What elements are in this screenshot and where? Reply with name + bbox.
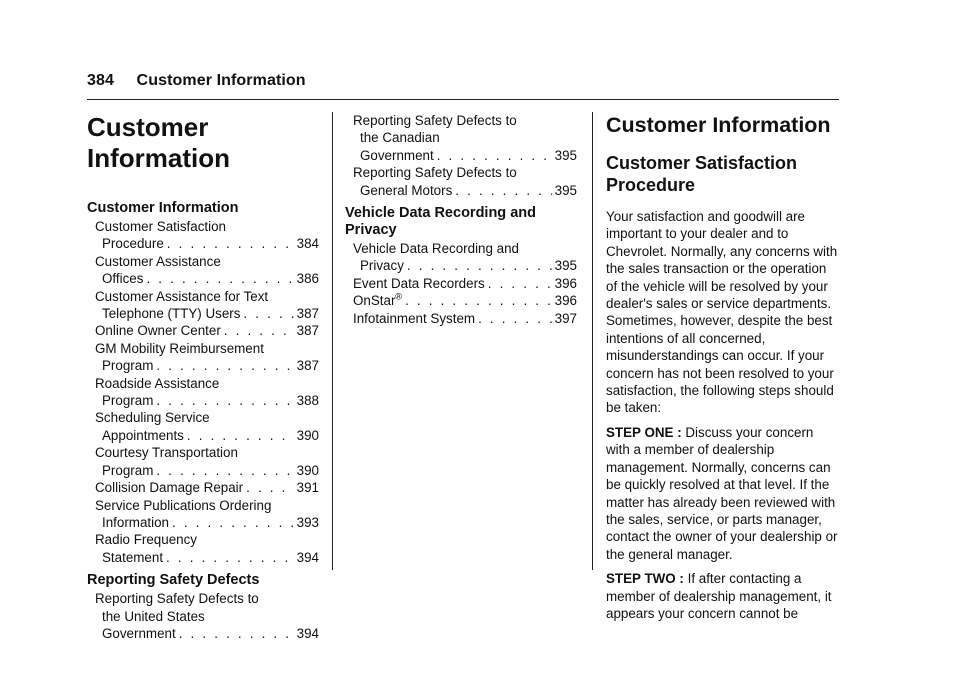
toc-entry-title: Program <box>102 393 154 409</box>
toc-page-number: 393 <box>296 514 319 530</box>
dot-leader <box>172 514 294 531</box>
toc-entry-title: Statement <box>102 549 164 565</box>
toc-entry-lead: Radio Frequency <box>95 532 197 548</box>
toc-page-number: 386 <box>296 271 319 287</box>
toc-entry-title: Procedure <box>102 236 164 252</box>
toc-entry-title: Online Owner Center <box>95 323 221 339</box>
toc-list-continued <box>345 112 577 199</box>
step-one-label: STEP ONE : <box>606 424 682 440</box>
toc-entry[interactable] <box>87 218 319 253</box>
toc-entry-title: Infotainment System <box>353 310 476 326</box>
toc-page-number: 387 <box>296 306 319 322</box>
toc-page-number: 390 <box>296 462 319 478</box>
content-column <box>606 112 839 629</box>
running-title: Customer Information <box>136 72 306 89</box>
toc-entry[interactable] <box>87 340 319 375</box>
toc-entry-lead: Scheduling Service <box>95 410 210 426</box>
dot-leader <box>146 270 293 287</box>
toc-page-number: 384 <box>296 236 319 252</box>
toc-entry-title: Information <box>102 514 169 530</box>
dot-leader <box>246 479 294 496</box>
step-two-label: STEP TWO : <box>606 571 684 587</box>
dot-leader <box>156 392 293 409</box>
toc-entry-lead: Vehicle Data Recording and <box>353 241 520 257</box>
toc-entry-lead: Customer Assistance <box>95 253 221 269</box>
registered-mark: ® <box>395 291 403 302</box>
toc-entry-mid: the Canadian <box>360 130 440 146</box>
toc-entry-title: Telephone (TTY) Users <box>102 306 241 322</box>
toc-page-number: 397 <box>554 310 577 326</box>
dot-leader <box>167 235 294 252</box>
step-two-text: If after contacting a member of dealership management, it appears your concern cannot be <box>606 571 832 621</box>
section-title: Customer Information <box>606 113 831 137</box>
column-divider-1 <box>332 112 333 570</box>
dot-leader <box>488 275 552 292</box>
dot-leader <box>166 549 294 566</box>
page-number: 384 <box>87 72 114 89</box>
toc-entry-title: OnStar® <box>353 291 403 309</box>
header-rule <box>87 99 839 100</box>
toc-entry[interactable] <box>345 164 577 199</box>
dot-leader <box>405 292 552 309</box>
dot-leader <box>156 357 293 374</box>
toc-page-number: 395 <box>554 147 577 163</box>
toc-entry-lead: Reporting Safety Defects to <box>95 591 259 607</box>
toc-page-number: 396 <box>554 293 577 309</box>
toc-entry-title: General Motors <box>360 182 453 198</box>
toc-entry-lead: GM Mobility Reimbursement <box>95 340 264 356</box>
toc-entry-lead: Reporting Safety Defects to <box>353 113 517 128</box>
dot-leader <box>437 147 552 164</box>
intro-paragraph: Your satisfaction and goodwill are important to your dealer and to Chevrolet. Normally, any concerns with the sales transaction or the operation of the vehicle will be resolved by your dealer's sales or service departments. Sometimes, however, despite the best intentions of all concerned, misunderstandings can occur. If your concern has not been resolved to your satisfaction, the following steps should be taken: <box>606 209 838 416</box>
toc-entry[interactable] <box>345 292 577 309</box>
toc-entry[interactable] <box>87 409 319 444</box>
toc-page-number: 395 <box>554 258 577 274</box>
toc-entry[interactable] <box>87 590 319 642</box>
toc-entry-title: Government <box>102 625 176 641</box>
toc-entry[interactable] <box>345 112 577 164</box>
toc-page-number: 394 <box>296 549 319 565</box>
dot-leader <box>407 257 552 274</box>
toc-page-number: 390 <box>296 427 319 443</box>
toc-entry[interactable] <box>87 444 319 479</box>
toc-entry[interactable] <box>345 275 577 292</box>
step-one-paragraph <box>606 424 839 563</box>
toc-column-2 <box>345 112 577 333</box>
toc-entry-lead: Customer Assistance for Text <box>95 288 269 304</box>
dot-leader <box>187 427 294 444</box>
column-divider-2 <box>592 112 593 570</box>
toc-entry-lead: Customer Satisfaction <box>95 219 226 234</box>
toc-list <box>87 218 319 566</box>
toc-page-number: 396 <box>554 275 577 291</box>
toc-section-title[interactable]: Reporting Safety Defects <box>87 572 260 589</box>
toc-entry[interactable] <box>87 497 319 532</box>
toc-entry[interactable] <box>345 310 577 327</box>
dot-leader <box>455 182 551 199</box>
toc-entry-title: Program <box>102 358 154 374</box>
toc-entry-title: Privacy <box>360 258 404 274</box>
toc-page-number: 391 <box>296 480 319 496</box>
toc-entry-lead: Courtesy Transportation <box>95 445 238 461</box>
dot-leader <box>156 462 293 479</box>
toc-section-title[interactable]: Vehicle Data Recording and Privacy <box>345 205 536 239</box>
toc-sections-2 <box>345 205 577 327</box>
toc-entry-lead: Service Publications Ordering <box>95 497 272 513</box>
page-header <box>87 72 306 90</box>
toc-entry[interactable] <box>345 240 577 275</box>
chapter-title: Customer Information <box>87 112 230 173</box>
toc-entry[interactable] <box>87 253 319 288</box>
toc-entry[interactable] <box>87 375 319 410</box>
step-one-text: Discuss your concern with a member of dealership management. Normally, concerns can be quickly resolved at that level. If the matter has already been reviewed with the sales, service, or parts manager, contact the owner of your dealership or the general manager. <box>606 424 838 562</box>
dot-leader <box>243 305 293 322</box>
dot-leader <box>224 322 294 339</box>
toc-page-number: 387 <box>296 358 319 374</box>
dot-leader <box>478 310 552 327</box>
toc-entry-title: Government <box>360 147 434 163</box>
toc-page-number: 394 <box>296 625 319 641</box>
toc-entry-lead: Reporting Safety Defects to <box>353 165 517 181</box>
toc-entry-title: Event Data Recorders <box>353 275 485 291</box>
toc-list <box>87 590 319 642</box>
toc-sections <box>87 200 319 642</box>
toc-entry[interactable] <box>87 479 319 496</box>
toc-page-number: 387 <box>296 323 319 339</box>
toc-section-title[interactable]: Customer Information <box>87 200 239 216</box>
toc-column-1 <box>87 112 319 648</box>
toc-page-number: 388 <box>296 393 319 409</box>
toc-entry-lead: Roadside Assistance <box>95 375 220 391</box>
toc-entry-title: Offices <box>102 271 144 287</box>
step-two-paragraph <box>606 570 839 622</box>
toc-page-number: 395 <box>554 182 577 198</box>
toc-entry-title: Appointments <box>102 427 184 443</box>
toc-entry[interactable] <box>87 288 319 323</box>
toc-entry[interactable] <box>87 322 319 339</box>
dot-leader <box>179 625 294 642</box>
toc-entry-mid: the United States <box>102 608 205 624</box>
toc-entry[interactable] <box>87 531 319 566</box>
subsection-title: Customer Satisfaction Procedure <box>606 153 798 195</box>
toc-entry-title: Collision Damage Repair <box>95 480 244 496</box>
toc-entry-title: Program <box>102 462 154 478</box>
toc-list <box>345 240 577 327</box>
